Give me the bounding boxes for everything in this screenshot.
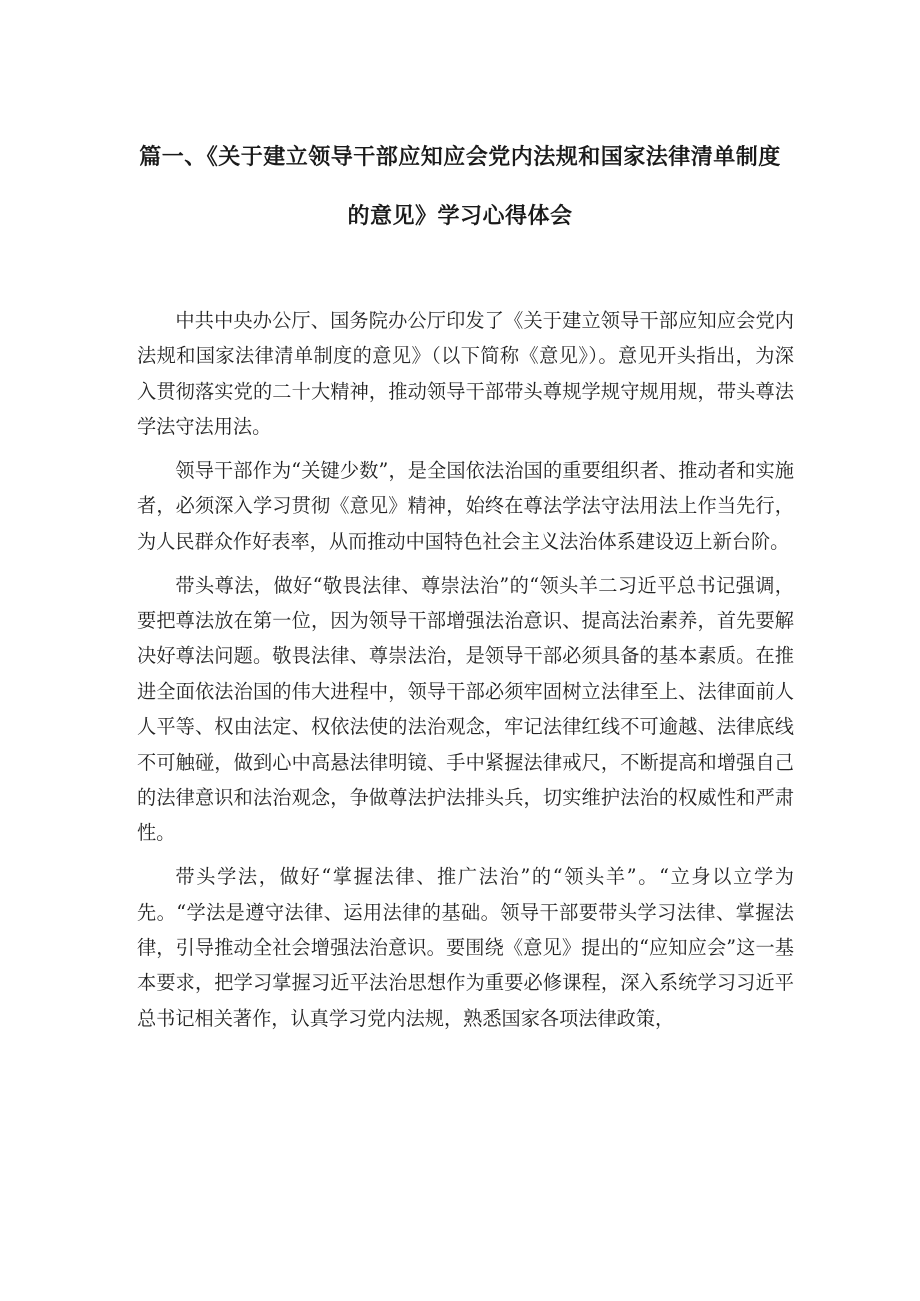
document-title-line-1: 篇一、《关于建立领导干部应知应会党内法规和国家法律清单制度 <box>139 145 781 170</box>
paragraph-4: 带头学法，做好“掌握法律、推广法治”的“领头羊”。“立身以立学为先。“学法是遵守法律、运用法律的基础。领导干部要带头学习法律、掌握法律，引导推动全社会增强法治意识。要围绕《意见》提出的“应知应会”这一基本要求，把学习掌握习近平法治思想作为重要必修课程，深入系统学习习近平总书记相关著作，认真学习党内法规，熟悉国家各项法律政策， <box>137 865 794 1030</box>
paragraph-3: 带头尊法，做好“敬畏法律、尊崇法治”的“领头羊二习近平总书记强调，要把尊法放在第一位，因为领导干部增强法治意识、提高法治素养，首先要解决好尊法问题。敬畏法律、尊崇法治，是领导干部必须具备的基本素质。在推进全面依法治国的伟大进程中，领导干部必须牢固树立法律至上、法律面前人人平等、权由法定、权依法使的法治观念，牢记法律红线不可逾越、法律底线不可触碰，做到心中高悬法律明镜、手中紧握法律戒尺，不断提高和增强自己的法律意识和法治观念，争做尊法护法排头兵，切实维护法治的权威性和严肃性。 <box>137 573 794 845</box>
paragraph-1: 中共中央办公厅、国务院办公厅印发了《关于建立领导干部应知应会党内法规和国家法律清单制度的意见》（以下简称《意见》）。意见开头指出，为深入贯彻落实党的二十大精神，推动领导干部带头尊规学规守规用规，带头尊法学法守法用法。 <box>137 309 794 439</box>
document-title-line-2: 的意见》学习心得体会 <box>347 204 573 229</box>
document-body <box>137 303 794 1036</box>
paragraph-2: 领导干部作为“关键少数”，是全国依法治国的重要组织者、推动者和实施者，必须深入学习贯彻《意见》精神，始终在尊法学法守法用法上作当先行，为人民群众作好表率，从而推动中国特色社会主义法治体系建设迈上新台阶。 <box>137 459 794 553</box>
